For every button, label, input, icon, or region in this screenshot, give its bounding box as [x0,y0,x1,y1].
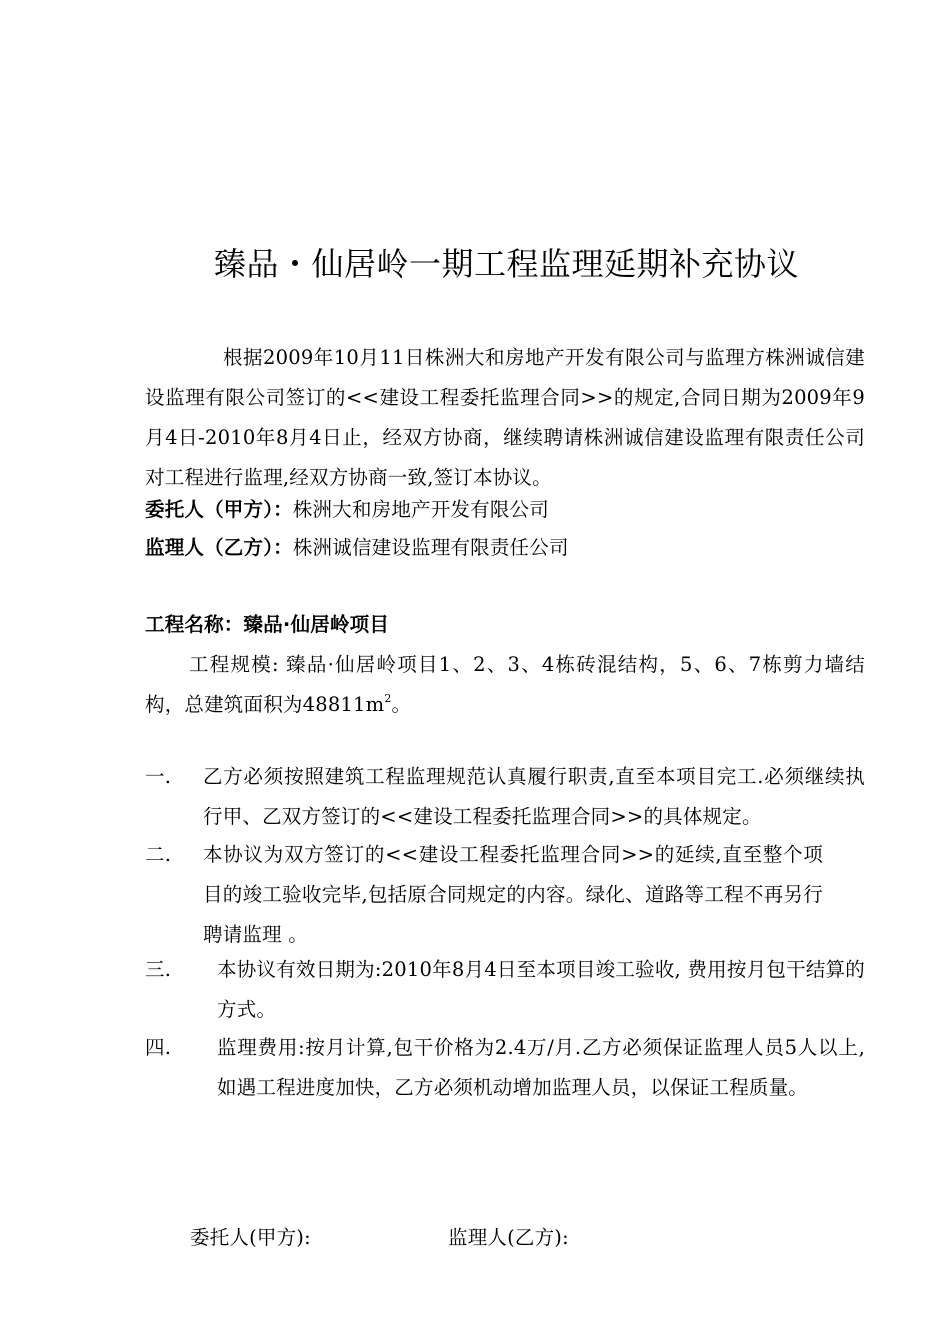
project-scale-end: 。 [391,693,412,716]
clause-2 [145,835,865,959]
clause-3-number: 三. [145,958,172,981]
project-scale-paragraph [145,645,865,725]
intro-paragraph: 根据2009年10月11日株洲大和房地产开发有限公司与监理方株洲诚信建设监理有限公司签订的<<建设工程委托监理合同>>的规定,合同日期为2009年9月4日-2010年8月4日止，经双方协商，继续聘请株洲诚信建设监理有限责任公司对工程进行监理,经双方协商一致,签订本协议。 [145,346,865,489]
clause-1-number: 一. [145,765,172,788]
party-a-value: 株洲大和房地产开发有限公司 [292,498,549,521]
clause-2-number: 二. [145,843,172,866]
area-unit-superscript: 2 [384,692,392,705]
signature-party-b: 监理人(乙方): [448,1226,569,1249]
party-a-label: 委托人（甲方）： [145,498,293,521]
clause-3 [145,950,865,1034]
project-name-label: 工程名称： [145,613,244,636]
signature-party-a: 委托人(甲方): [190,1226,311,1249]
project-name-value: 臻品·仙居岭项目 [243,613,390,636]
party-b-label: 监理人（乙方）： [145,536,293,559]
clause-3-text: 本协议有效日期为:2010年8月4日至本项目竣工验收, 费用按月包干结算的方式。 [217,958,865,1021]
clause-1 [145,757,865,841]
clause-1-text: 乙方必须按照建筑工程监理规范认真履行职责,直至本项目完工.必须继续执行甲、乙双方签订的<<建设工程委托监理合同>>的具体规定。 [203,765,865,828]
project-name-line [145,605,865,645]
clause-4 [145,1028,865,1152]
clause-2-text: 本协议为双方签订的<<建设工程委托监理合同>>的延续,直至整个项目的竣工验收完毕,包括原合同规定的内容。绿化、道路等工程不再另行聘请监理 。 [203,843,823,946]
party-b-line [145,528,865,568]
document-title: 臻品・仙居岭一期工程监理延期补充协议 [214,245,800,283]
party-a-line [145,490,865,530]
project-scale-text: 工程规模: 臻品·仙居岭项目1、2、3、4栋砖混结构，5、6、7栋剪力墙结构，总建筑面积为48811m [145,653,865,716]
clause-4-number: 四. [145,1036,172,1059]
clause-4-text: 监理费用:按月计算,包干价格为2.4万/月.乙方必须保证监理人员5人以上,如遇工程进度加快，乙方必须机动增加监理人员，以保证工程质量。 [217,1036,865,1099]
party-b-value: 株洲诚信建设监理有限责任公司 [292,536,569,559]
